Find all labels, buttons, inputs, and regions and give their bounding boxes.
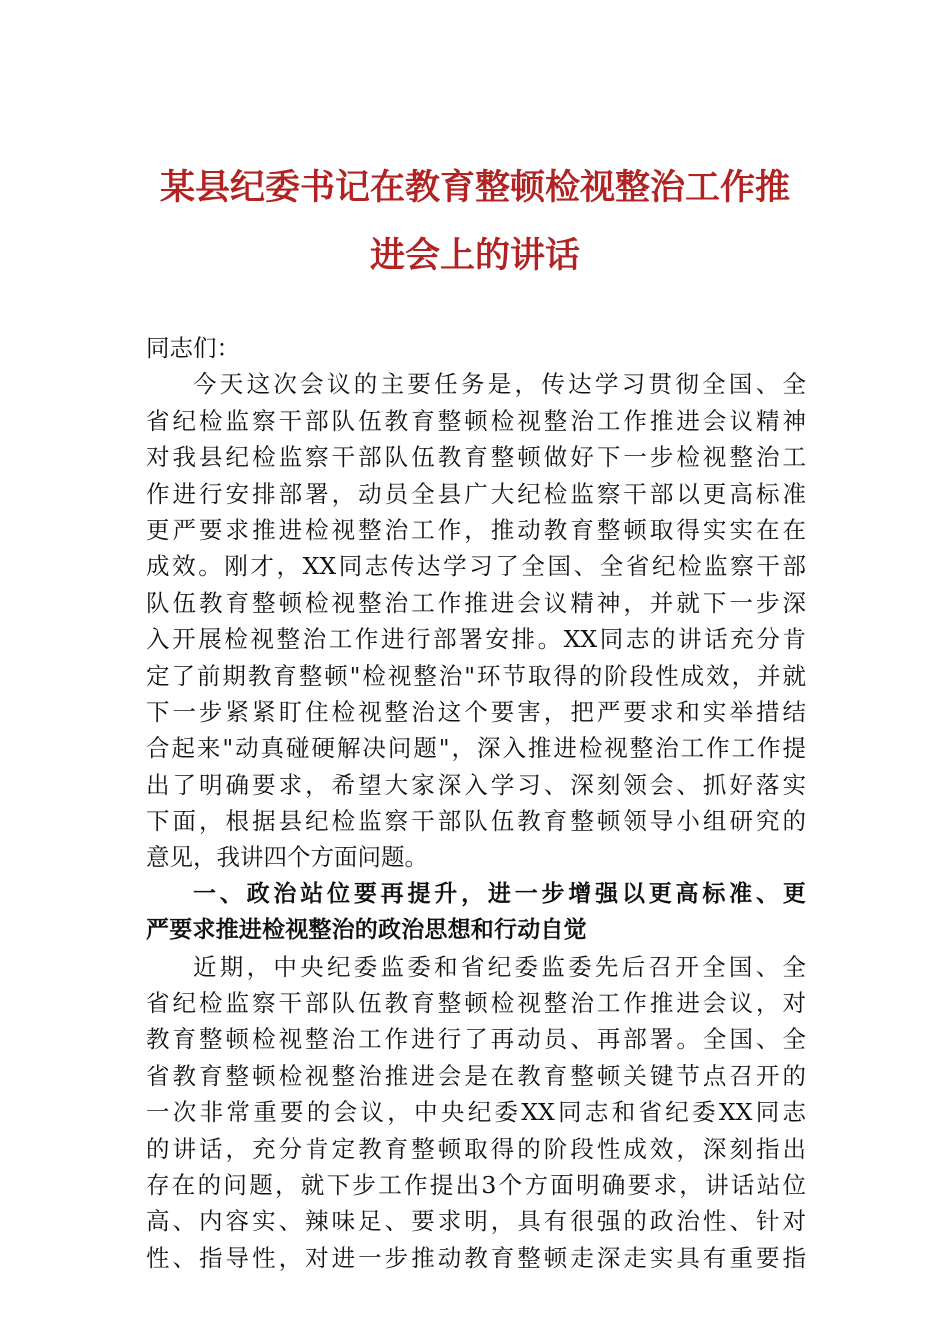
paragraph-line: 省纪检监察干部队伍教育整顿检视整治工作推进会议精神: [146, 406, 806, 435]
paragraph-line: 教育整顿检视整治工作进行了再动员、再部署。全国、全: [146, 1025, 806, 1054]
paragraph-line: 下一步紧紧盯住检视整治这个要害，把严要求和实举措结: [146, 697, 806, 726]
paragraph-line: 合起来"动真碰硬解决问题"，深入推进检视整治工作工作提: [146, 734, 806, 763]
paragraph-line: 队伍教育整顿检视整治工作推进会议精神，并就下一步深: [146, 588, 806, 617]
paragraph-line: 存在的问题，就下步工作提出3个方面明确要求，讲话站位: [146, 1170, 806, 1199]
paragraph-line: 入开展检视整治工作进行部署安排。XX同志的讲话充分肯: [146, 625, 806, 654]
paragraph-line: 省教育整顿检视整治推进会是在教育整顿关键节点召开的: [146, 1061, 806, 1090]
paragraph-line: 定了前期教育整顿"检视整治"环节取得的阶段性成效，并就: [146, 661, 806, 690]
paragraph-line: 意见，我讲四个方面问题。: [146, 843, 428, 872]
document-title-line-1: 某县纪委书记在教育整顿检视整治工作推: [159, 167, 790, 208]
paragraph-line: 一次非常重要的会议，中央纪委XX同志和省纪委XX同志: [146, 1098, 806, 1127]
document-title-line-2: 进会上的讲话: [369, 235, 580, 276]
paragraph-line: 今天这次会议的主要任务是，传达学习贯彻全国、全: [193, 370, 806, 399]
document-body: [146, 330, 806, 1276]
paragraph-line: 对我县纪检监察干部队伍教育整顿做好下一步检视整治工: [146, 443, 806, 472]
paragraph-line: 省纪检监察干部队伍教育整顿检视整治工作推进会议，对: [146, 989, 806, 1018]
paragraph-line: 近期，中央纪委监委和省纪委监委先后召开全国、全: [193, 952, 806, 981]
heading-line: 严要求推进检视整治的政治思想和行动自觉: [146, 917, 587, 944]
paragraph-line: 高、内容实、辣味足、要求明，具有很强的政治性、针对: [146, 1207, 806, 1236]
paragraph-line: 性、指导性，对进一步推动教育整顿走深走实具有重要指: [146, 1243, 806, 1272]
section-heading-1: [146, 876, 806, 949]
paragraph-line: 的讲话，充分肯定教育整顿取得的阶段性成效，深刻指出: [146, 1134, 806, 1163]
greeting: 同志们：: [146, 334, 240, 362]
paragraph-line: 出了明确要求，希望大家深入学习、深刻领会、抓好落实: [146, 770, 806, 799]
heading-line: 一、政治站位要再提升，进一步增强以更高标准、更: [193, 880, 806, 907]
paragraph-line: 成效。刚才，XX同志传达学习了全国、全省纪检监察干部: [146, 552, 806, 581]
paragraph-line: 更严要求推进检视整治工作，推动教育整顿取得实实在在: [146, 515, 806, 544]
paragraph-line: 下面，根据县纪检监察干部队伍教育整顿领导小组研究的: [146, 807, 806, 836]
paragraph-2: [146, 949, 806, 1277]
paragraph-1: [146, 366, 806, 875]
paragraph-line: 作进行安排部署，动员全县广大纪检监察干部以更高标准: [146, 479, 806, 508]
